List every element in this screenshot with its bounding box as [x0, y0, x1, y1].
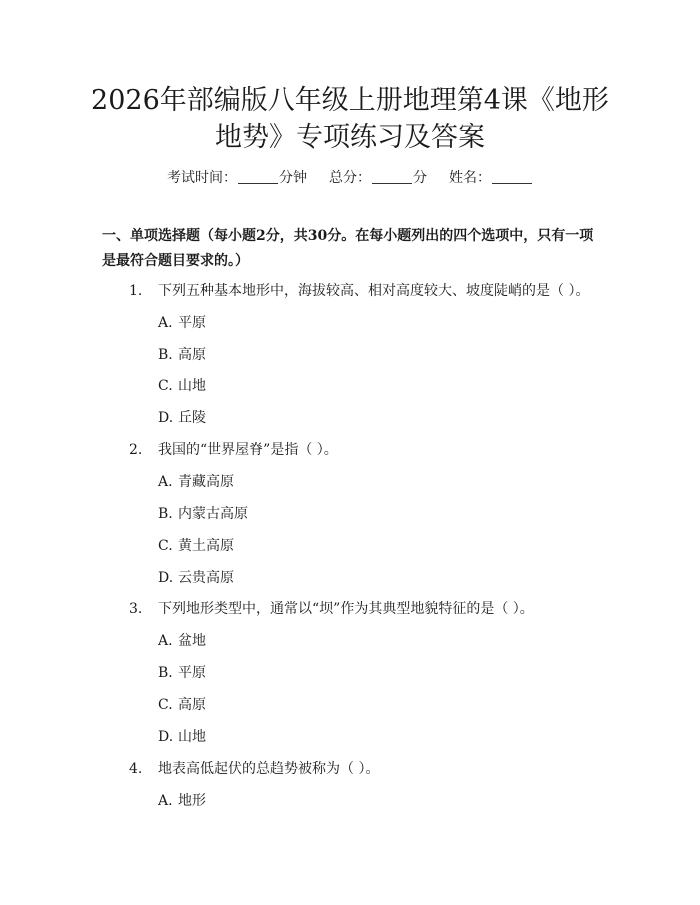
- question-text: 下列地形类型中，通常以“坝”作为其典型地貌特征的是（ ）。: [158, 601, 534, 617]
- option-letter: A.: [158, 793, 173, 809]
- score-label: 总分：: [329, 170, 371, 186]
- name-blank: [492, 169, 532, 184]
- option-letter: B.: [158, 506, 173, 522]
- option-text: 平原: [178, 665, 206, 681]
- option-4a: [158, 791, 206, 811]
- time-label: 考试时间：: [167, 170, 237, 186]
- option-3a: [158, 631, 206, 651]
- option-letter: A.: [158, 633, 173, 649]
- option-text: 内蒙古高原: [178, 506, 248, 522]
- question-number: 4.: [129, 761, 143, 777]
- option-text: 平原: [178, 315, 206, 331]
- option-text: 山地: [178, 378, 206, 394]
- question-number: 2.: [129, 442, 143, 458]
- option-2c: [158, 536, 234, 556]
- option-1b: [158, 345, 206, 365]
- time-field: [167, 168, 307, 188]
- option-text: 黄土高原: [178, 538, 234, 554]
- time-unit: 分钟: [279, 170, 307, 186]
- name-field: [449, 168, 533, 188]
- question-text: 我国的“世界屋脊”是指（ ）。: [158, 442, 338, 458]
- option-letter: A.: [158, 474, 173, 490]
- option-1a: [158, 313, 206, 333]
- option-1c: [158, 376, 206, 396]
- option-text: 高原: [178, 697, 206, 713]
- option-2b: [158, 504, 248, 524]
- option-text: 盆地: [178, 633, 206, 649]
- option-letter: C.: [158, 697, 173, 713]
- option-letter: C.: [158, 378, 173, 394]
- question-3: [129, 599, 534, 619]
- question-4: [129, 759, 379, 779]
- page-title-line-2: 地势》专项练习及答案: [215, 122, 485, 153]
- option-text: 山地: [178, 729, 206, 745]
- question-number: 3.: [129, 601, 143, 617]
- option-letter: B.: [158, 665, 173, 681]
- option-letter: A.: [158, 315, 173, 331]
- section-heading: 一、单项选择题（每小题2分，共30分。在每小题列出的四个选项中，只有一项是最符合题目要求的。）: [102, 228, 594, 269]
- option-letter: D.: [158, 570, 174, 586]
- name-label: 姓名：: [449, 170, 491, 186]
- option-text: 青藏高原: [178, 474, 234, 490]
- option-2d: [158, 568, 234, 588]
- option-text: 云贵高原: [178, 570, 234, 586]
- page-title-line-1: 2026年部编版八年级上册地理第4课《地形: [91, 85, 609, 116]
- option-letter: D.: [158, 729, 174, 745]
- question-1: [129, 281, 589, 301]
- score-unit: 分: [413, 170, 427, 186]
- option-3b: [158, 663, 206, 683]
- question-2: [129, 440, 338, 460]
- score-blank: [372, 169, 412, 184]
- option-letter: D.: [158, 410, 174, 426]
- question-text: 地表高低起伏的总趋势被称为（ ）。: [158, 761, 380, 777]
- option-3c: [158, 695, 206, 715]
- option-text: 丘陵: [178, 410, 206, 426]
- option-letter: C.: [158, 538, 173, 554]
- time-blank: [238, 169, 278, 184]
- score-field: [329, 168, 427, 188]
- option-3d: [158, 727, 206, 747]
- option-text: 高原: [178, 347, 206, 363]
- option-2a: [158, 472, 234, 492]
- option-1d: [158, 408, 206, 428]
- option-text: 地形: [178, 793, 206, 809]
- exam-info-line: [0, 168, 700, 188]
- question-number: 1.: [129, 283, 143, 299]
- question-text: 下列五种基本地形中，海拔较高、相对高度较大、坡度陡峭的是（ ）。: [158, 283, 590, 299]
- option-letter: B.: [158, 347, 173, 363]
